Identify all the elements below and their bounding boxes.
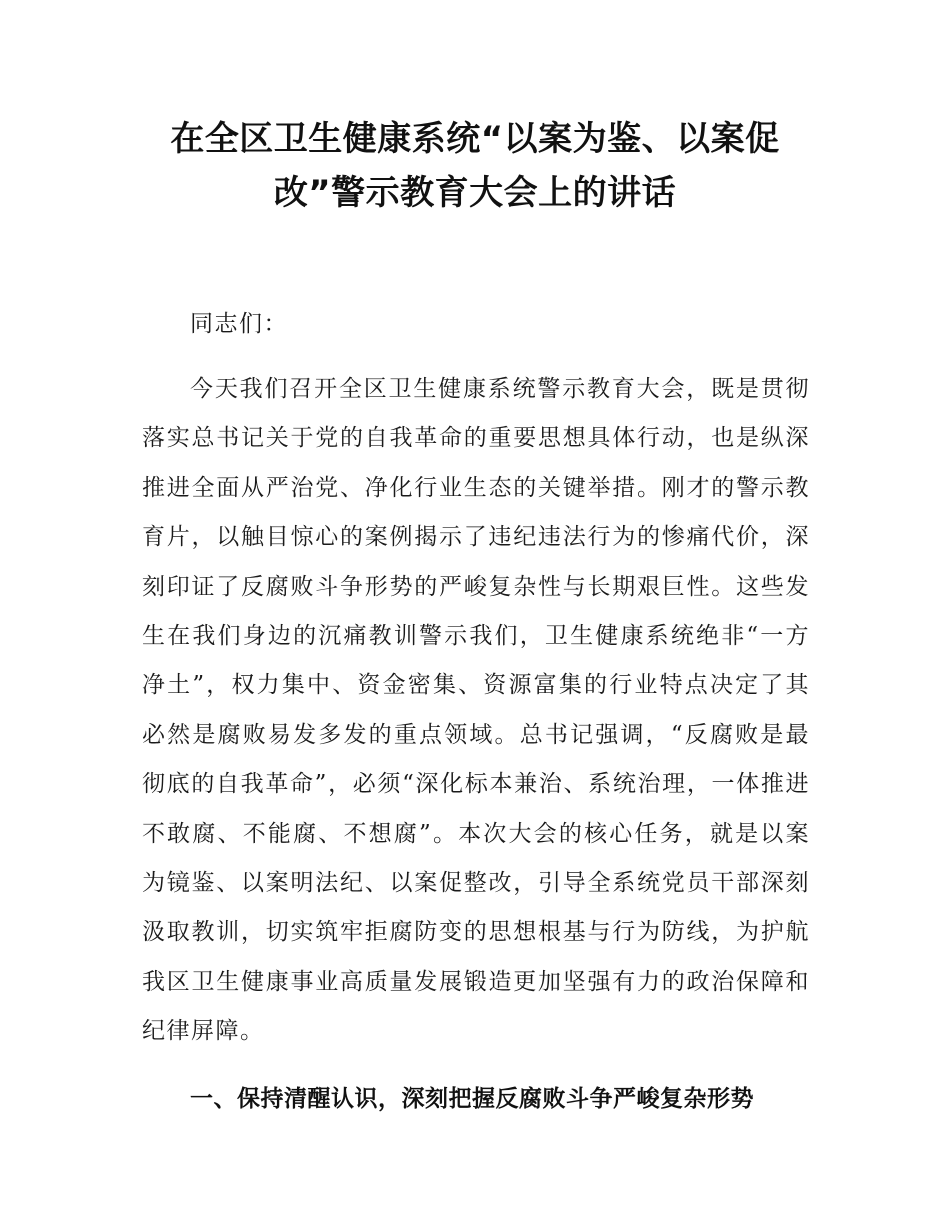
salutation: 同志们： bbox=[190, 311, 288, 337]
section-heading: 一、保持清醒认识，深刻把握反腐败斗争严峻复杂形势 bbox=[190, 1086, 754, 1112]
title-line-2: 改”警示教育大会上的讲话 bbox=[273, 173, 677, 213]
body-paragraph: 今天我们召开全区卫生健康系统警示教育大会，既是贯彻落实总书记关于党的自我革命的重要思想具体行动，也是纵深推进全面从严治党、净化行业生态的关键举措。刚才的警示教育片，以触目惊心的案例揭示了违纪违法行为的惨痛代价，深刻印证了反腐败斗争形势的严峻复杂性与长期艰巨性。这些发生在我们身边的沉痛教训警示我们，卫生健康系统绝非“一方净土”，权力集中、资金密集、资源富集的行业特点决定了其必然是腐败易发多发的重点领域。总书记强调，“反腐败是最彻底的自我革命”，必须“深化标本兼治、系统治理，一体推进不敢腐、不能腐、不想腐”。本次大会的核心任务，就是以案为镜鉴、以案明法纪、以案促整改，引导全系统党员干部深刻汲取教训，切实筑牢拒腐防变的思想根基与行为防线，为护航我区卫生健康事业高质量发展锻造更加坚强有力的政治保障和纪律屏障。 bbox=[142, 376, 810, 1045]
document-title bbox=[140, 112, 810, 220]
title-line-1: 在全区卫生健康系统“以案为鉴、以案促 bbox=[170, 119, 780, 159]
